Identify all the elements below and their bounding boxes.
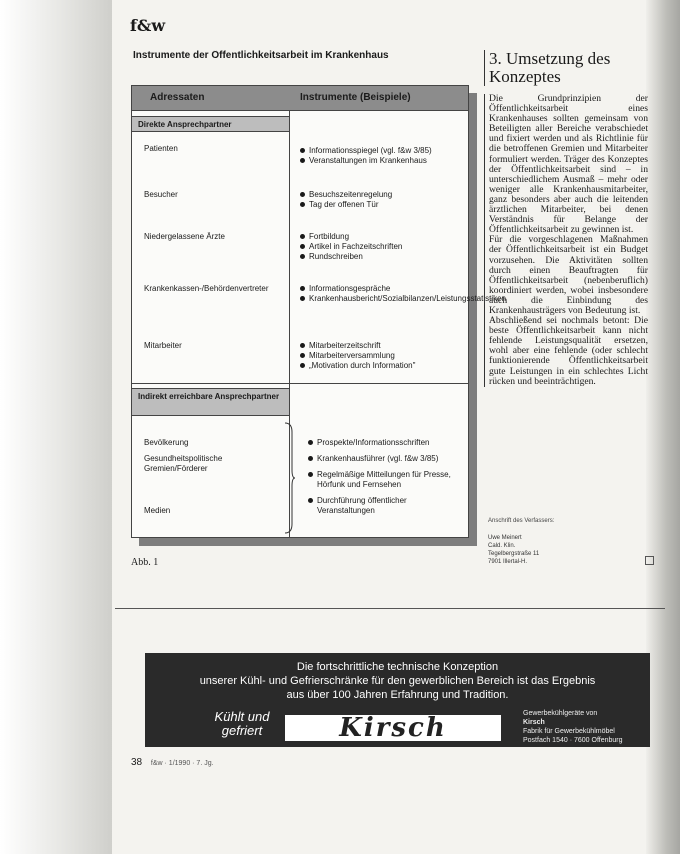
instrument-item: Krankenhausführer (vgl. f&w 3/85) xyxy=(308,454,464,464)
addressee-patients: Patienten xyxy=(144,144,178,153)
author-label: Anschrift des Verfassers: xyxy=(488,518,555,524)
figure-caption: Abb. 1 xyxy=(131,557,159,568)
page-divider xyxy=(115,608,665,609)
instrument-item: Regelmäßige Mitteilungen für Presse, Hörfunk und Fernsehen xyxy=(308,470,464,490)
table-header xyxy=(132,86,468,111)
instruments-staff xyxy=(300,341,466,371)
instrument-item: Informationsgespräche xyxy=(300,284,466,294)
bullet-icon xyxy=(300,234,305,239)
bullet-icon xyxy=(308,498,313,503)
bullet-icon xyxy=(300,202,305,207)
instruments-doctors xyxy=(300,232,466,262)
address-line: Tegelbergstraße 11 xyxy=(488,551,540,557)
address-line: 7901 Illertal-H. xyxy=(488,559,528,565)
ad-headline: Die fortschrittliche technische Konzeption xyxy=(296,661,499,673)
group-indirect: Indirekt erreichbare Ansprechpartner xyxy=(132,388,289,416)
figure-title: Instrumente der Öffentlichkeitsarbeit im Krankenhaus xyxy=(133,50,389,61)
ad-text: aus über 100 Jahren Erfahrung und Tradition. xyxy=(286,689,509,701)
bullet-icon xyxy=(300,343,305,348)
bullet-icon xyxy=(308,440,313,445)
brand-logo: Kirsch xyxy=(285,715,501,741)
instrument-item: „Motivation durch Information" xyxy=(300,361,466,371)
addressee-doctors: Niedergelassene Ärzte xyxy=(144,232,225,241)
addressee-media: Medien xyxy=(144,506,171,515)
end-of-article-icon xyxy=(645,556,654,565)
header-instruments: Instrumente (Beispiele) xyxy=(300,92,411,103)
addressee-population: Bevölkerung xyxy=(144,438,189,447)
instruments-insurers xyxy=(300,284,507,304)
bullet-icon xyxy=(308,456,313,461)
article-paragraph: Für die vorgeschlagenen Maßnahmen der Öffentlichkeitsarbeit ist ein Budget vorzusehen. Die Aktivitäten sollten durch einen Beauftragten für Öffentlichkeitsarbeit (nebenberuflich) koordiniert werden, wobei insbesondere auch die Einbindung des Krankenhausträgers von Bedeutung ist. xyxy=(489,234,648,316)
instrument-item: Informationsspiegel (vgl. f&w 3/85) xyxy=(300,146,466,156)
instrument-item: Mitarbeiterzeitschrift xyxy=(300,341,466,351)
article-paragraph: Abschließend sei nochmals betont: Die beste Öffentlichkeitsarbeit kann nicht fehlende Leistungsqualität ersetzen, wohl aber eine fehlende (oder schlecht funktionierende Öffentlichkeitsarbeit gute Leistungen in ein schlechtes Licht rücken und beeinträchtigen. xyxy=(489,315,648,387)
header-addressees: Adressaten xyxy=(150,92,205,103)
group-direct: Direkte Ansprechpartner xyxy=(132,116,289,132)
instrument-item: Besuchszeitenregelung xyxy=(300,190,466,200)
page-shadow-right xyxy=(646,0,680,854)
instruments-visitors xyxy=(300,190,466,210)
addressee-staff: Mitarbeiter xyxy=(144,341,182,350)
addressee-visitors: Besucher xyxy=(144,190,178,199)
instrument-item: Artikel in Fachzeitschriften xyxy=(300,242,466,252)
journal-logo: f&w xyxy=(130,16,166,35)
ad-slogan: Kühlt und gefriert xyxy=(214,709,270,738)
publication-info: f&w · 1/1990 · 7. Jg. xyxy=(150,760,214,767)
author-address xyxy=(488,534,539,566)
bullet-icon xyxy=(308,472,313,477)
article-heading: 3. Umsetzung des Konzeptes xyxy=(484,50,645,86)
bullet-icon xyxy=(300,363,305,368)
instrument-item: Veranstaltungen im Krankenhaus xyxy=(300,156,466,166)
address-line: Uwe Meinert xyxy=(488,535,522,541)
instrument-item: Mitarbeiterversammlung xyxy=(300,351,466,361)
instrument-item: Prospekte/Informationsschriften xyxy=(308,438,464,448)
addressee-political-bodies: Gesundheitspolitische Gremien/Förderer xyxy=(144,454,223,473)
brace-icon xyxy=(284,422,296,534)
addressee-insurers: Krankenkassen-/Behördenvertreter xyxy=(144,284,269,293)
bullet-icon xyxy=(300,254,305,259)
instrument-item: Rundschreiben xyxy=(300,252,466,262)
instrument-item: Fortbildung xyxy=(300,232,466,242)
bullet-icon xyxy=(300,192,305,197)
page-number: 38 xyxy=(131,757,143,768)
bullet-icon xyxy=(300,296,305,301)
bullet-icon xyxy=(300,353,305,358)
instrument-item: Tag der offenen Tür xyxy=(300,200,466,210)
instruments-table xyxy=(131,85,507,538)
address-line: Cald. Klin. xyxy=(488,543,516,549)
advertisement xyxy=(145,653,650,747)
instrument-item: Durchführung öffentlicher Veranstaltungen xyxy=(308,496,464,516)
instruments-patients xyxy=(300,146,466,166)
article-paragraph: Die Grundprinzipien der Öffentlichkeitsarbeit eines Krankenhauses sollten gemeinsam von Beteiligten aller Bereiche verabschiedet und fixiert werden und als Richtlinie für die betroffenen Gremien und Mitarbeiter formuliert werden. Träger des Konzeptes der Öffentlichkeitsarbeit sind – in unterschiedlichem Ausmaß – mehr oder weniger alle Krankenhausmitarbeiter, ganz besonders aber auch die leitenden ärztlichen Mitarbeiter, bei denen Verständnis für Belange der Öffentlichkeitsarbeit zu gewinnen ist. xyxy=(489,93,648,236)
bullet-icon xyxy=(300,158,305,163)
ad-text: unserer Kühl- und Gefrierschränke für den gewerblichen Bereich ist das Ergebnis xyxy=(199,675,596,687)
article-body xyxy=(484,94,648,387)
page-shadow-left xyxy=(0,0,112,854)
bullet-icon xyxy=(300,244,305,249)
bullet-icon xyxy=(300,286,305,291)
group-separator xyxy=(132,383,468,384)
bullet-icon xyxy=(300,148,305,153)
instrument-item: Krankenhausbericht/Sozialbilanzen/Leistungsstatistiken xyxy=(300,294,466,304)
instruments-indirect xyxy=(308,438,464,516)
page-footer xyxy=(131,757,214,768)
ad-company-info: Gewerbekühlgeräte von Kirsch Fabrik für Gewerbekühlmöbel Postfach 1540 · 7600 Offenburg xyxy=(523,710,623,744)
